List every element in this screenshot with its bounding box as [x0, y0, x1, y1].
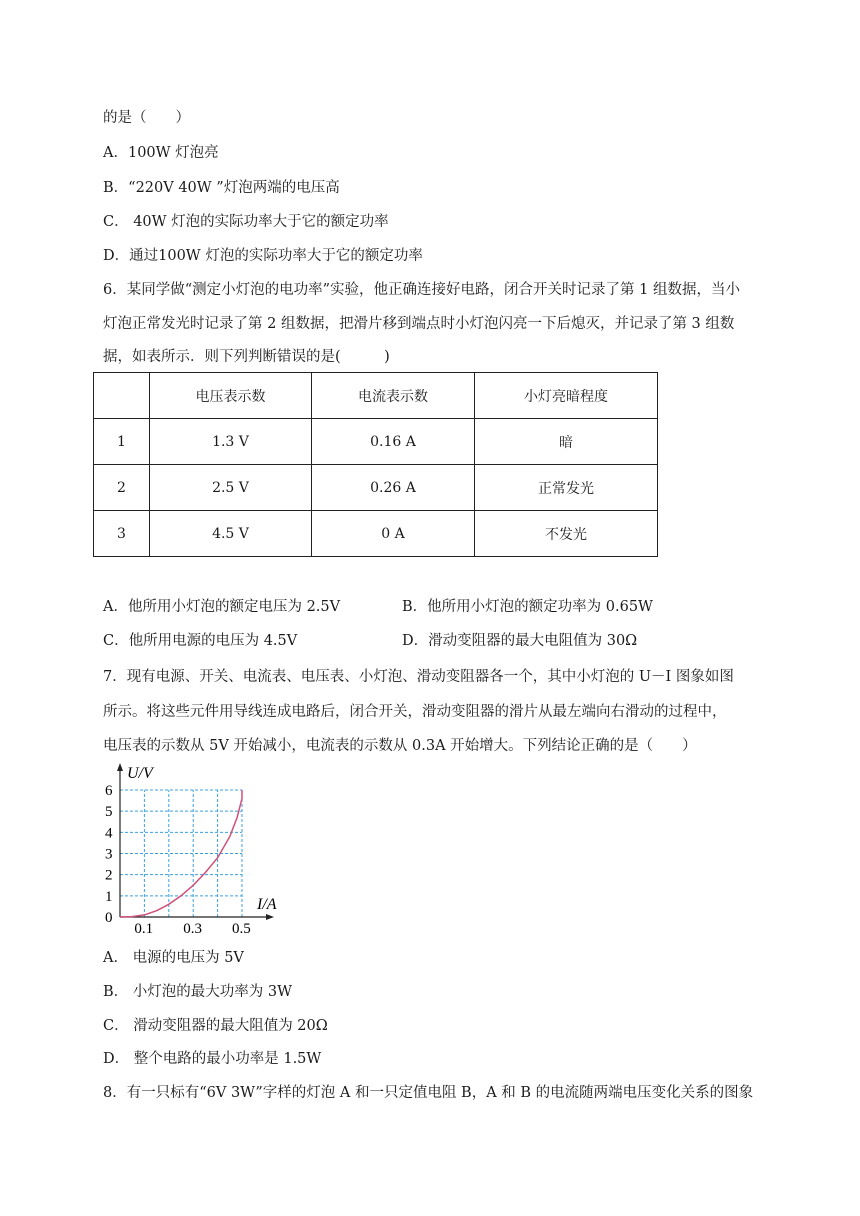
q5-option-c: C． 40W 灯泡的实际功率大于它的额定功率 [103, 214, 389, 230]
table-cell: 0.16 A [312, 419, 475, 465]
table-cell: 0 A [312, 511, 475, 557]
chart-axes [117, 763, 123, 917]
table-cell: 1 [94, 419, 150, 465]
x-tick-label: 0.5 [232, 921, 251, 937]
q6-option-c: C．他所用电源的电压为 4.5V [103, 633, 298, 649]
x-axis-label: I/A [257, 896, 277, 913]
q6-option-d: D．滑动变阻器的最大电阻值为 30Ω [402, 633, 638, 649]
table-header-cell: 电压表示数 [150, 373, 312, 419]
chart-grid [120, 790, 274, 920]
q7-stem-line-1: 7．现有电源、开关、电流表、电压表、小灯泡、滑动变阻器各一个，其中小灯泡的 U－I 图象如图 [103, 669, 734, 685]
table-cell: 2 [94, 465, 150, 511]
chart-ticks [105, 783, 251, 937]
q6-stem-line-1: 6．某同学做“测定小灯泡的电功率”实验，他正确连接好电路，闭合开关时记录了第 1 组数据，当小 [103, 282, 740, 298]
y-tick-label: 2 [105, 867, 113, 884]
q6-data-table [93, 372, 658, 557]
table-row [94, 511, 658, 557]
table-header-row [94, 373, 658, 419]
q7-option-b: B． 小灯泡的最大功率为 3W [103, 984, 293, 1000]
q5-stem-end: 的是（ ） [103, 110, 190, 126]
q5-option-d: D．通过100W 灯泡的实际功率大于它的额定功率 [103, 248, 423, 264]
q6-option-b: B．他所用小灯泡的额定功率为 0.65W [402, 599, 653, 615]
table-cell: 3 [94, 511, 150, 557]
x-axis-arrow [266, 914, 274, 920]
q5-option-a: A．100W 灯泡亮 [103, 145, 219, 161]
q5-option-b: B．“220V 40W ”灯泡两端的电压高 [103, 180, 340, 196]
x-tick-label: 0.3 [183, 921, 202, 937]
q8-stem-line-1: 8．有一只标有“6V 3W”字样的灯泡 A 和一只定值电阻 B，A 和 B 的电流随两端电压变化关系的图象 [103, 1085, 754, 1101]
y-tick-label: 0 [105, 910, 113, 926]
table-cell: 0.26 A [312, 465, 475, 511]
table-header-cell: 小灯亮暗程度 [475, 373, 658, 419]
y-tick-label: 6 [105, 783, 113, 799]
table-cell: 暗 [475, 419, 658, 465]
y-axis-label: U/V [127, 765, 153, 782]
y-axis-arrow [117, 763, 123, 771]
q6-stem-line-3: 据，如表所示．则下列判断错误的是( ) [103, 349, 390, 365]
q7-stem-line-2: 所示。将这些元件用导线连成电路后，闭合开关，滑动变阻器的滑片从最左端向右滑动的过程中， [103, 704, 727, 720]
table-header-cell [94, 373, 150, 419]
q7-option-d: D． 整个电路的最小功率是 1.5W [103, 1051, 322, 1067]
y-tick-label: 4 [105, 825, 113, 842]
table-cell: 不发光 [475, 511, 658, 557]
table-row [94, 419, 658, 465]
q6-option-a: A．他所用小灯泡的额定电压为 2.5V [103, 599, 341, 615]
y-tick-label: 5 [105, 804, 113, 821]
y-tick-label: 3 [105, 846, 113, 863]
table-cell: 正常发光 [475, 465, 658, 511]
q7-option-c: C． 滑动变阻器的最大阻值为 20Ω [103, 1018, 328, 1034]
table-row [94, 465, 658, 511]
x-tick-label: 0.1 [134, 921, 154, 937]
y-tick-label: 1 [105, 888, 113, 905]
table-cell: 4.5 V [150, 511, 312, 557]
table-cell: 1.3 V [150, 419, 312, 465]
table-cell: 2.5 V [150, 465, 312, 511]
q7-option-a: A． 电源的电压为 5V [103, 950, 244, 966]
table-header-cell: 电流表示数 [312, 373, 475, 419]
q6-stem-line-2: 灯泡正常发光时记录了第 2 组数据，把滑片移到端点时小灯泡闪亮一下后熄灭，并记录了第 3 组数 [103, 316, 735, 332]
q7-ui-chart [100, 760, 290, 940]
q7-stem-line-3: 电压表的示数从 5V 开始减小，电流表的示数从 0.3A 开始增大。下列结论正确的是（ ） [103, 738, 697, 754]
